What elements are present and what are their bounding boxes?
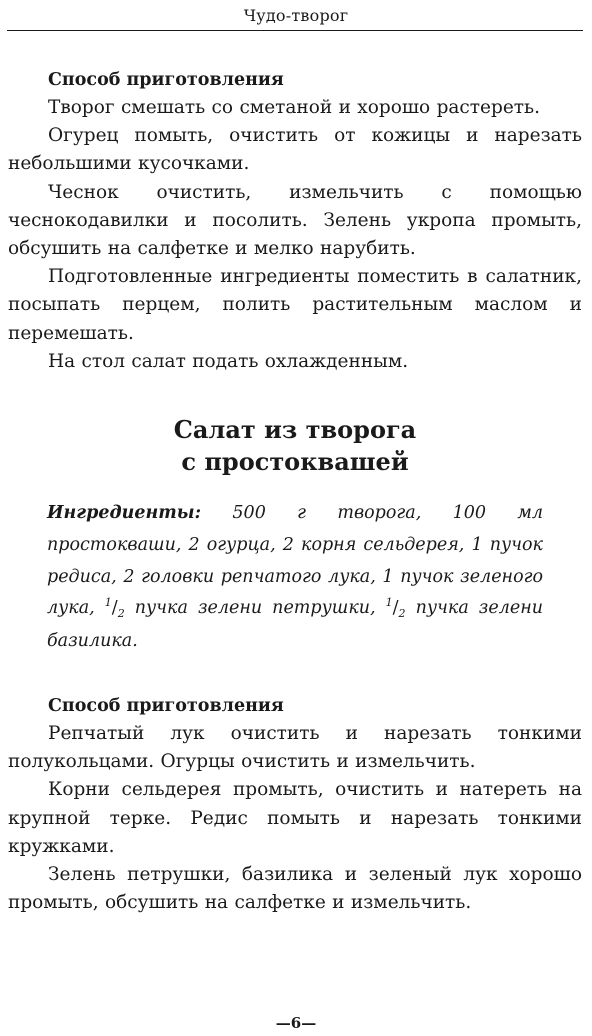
running-head: Чудо-творог <box>243 6 349 25</box>
method-1-paragraph-3: Чеснок очистить, измельчить с помощью чеснокодавилки и посолить. Зелень укропа промыть, обсушить на салфетке и мелко нарубить. <box>8 181 582 260</box>
method-2-paragraph-2: Корни сельдерея промыть, очистить и натереть на крупной терке. Редис помыть и нарезать тонкими кружками. <box>8 779 582 857</box>
header-rule <box>7 30 583 31</box>
fraction-1-numerator: 1 <box>104 596 112 610</box>
method-1-paragraph-1: Творог смешать со сметаной и хорошо растереть. <box>48 97 540 118</box>
fraction-2-numerator: 1 <box>385 596 393 610</box>
method-2-paragraph-3: Зелень петрушки, базилика и зеленый лук хорошо промыть, обсушить на салфетке и измельчить. <box>8 864 582 914</box>
ingredients-label: Ингредиенты: <box>47 503 202 524</box>
ingredients-text-3: пучка зелени базилика. <box>47 598 543 652</box>
recipe-title-line-2: с простоквашей <box>181 447 409 477</box>
method-heading-1: Способ приготовления <box>48 70 284 90</box>
fraction-2-denominator: 2 <box>398 607 406 621</box>
page-content <box>8 66 582 917</box>
method-1-paragraph-4: Подготовленные ингредиенты поместить в салатник, посыпать перцем, полить растительным маслом и перемешать. <box>8 266 582 344</box>
ingredients-text-2: пучка зелени петрушки, <box>124 598 386 619</box>
method-2-paragraph-1: Репчатый лук очистить и нарезать тонкими полукольцами. Огурцы очистить и измельчить. <box>8 723 582 773</box>
ingredients-text-1: 500 г творога, 100 мл простокваши, 2 огурца, 2 корня сельдерея, 1 пучок редиса, 2 головки репчатого лука, 1 пучок зеленого лука, <box>47 503 543 619</box>
page-number: —6— <box>275 1014 317 1032</box>
fraction-1-denominator: 2 <box>117 607 125 621</box>
method-1-paragraph-2: Огурец помыть, очистить от кожицы и нарезать небольшими кусочками. <box>8 125 582 175</box>
method-heading-2: Способ приготовления <box>48 696 284 717</box>
method-1-paragraph-5: На стол салат подать охлажденным. <box>48 350 409 372</box>
recipe-title-line-1: Салат из творога <box>173 415 417 445</box>
ingredients-block: Ингредиенты: 500 г творога, 100 мл простокваши, 2 огурца, 2 корня сельдерея, 1 пучок редиса, 2 головки репчатого лука, 1 пучок зеленого лука, $^1/_2$ пучка зелени петрушки, $^1/_2$ пучка зелени базилика. <box>47 503 543 652</box>
